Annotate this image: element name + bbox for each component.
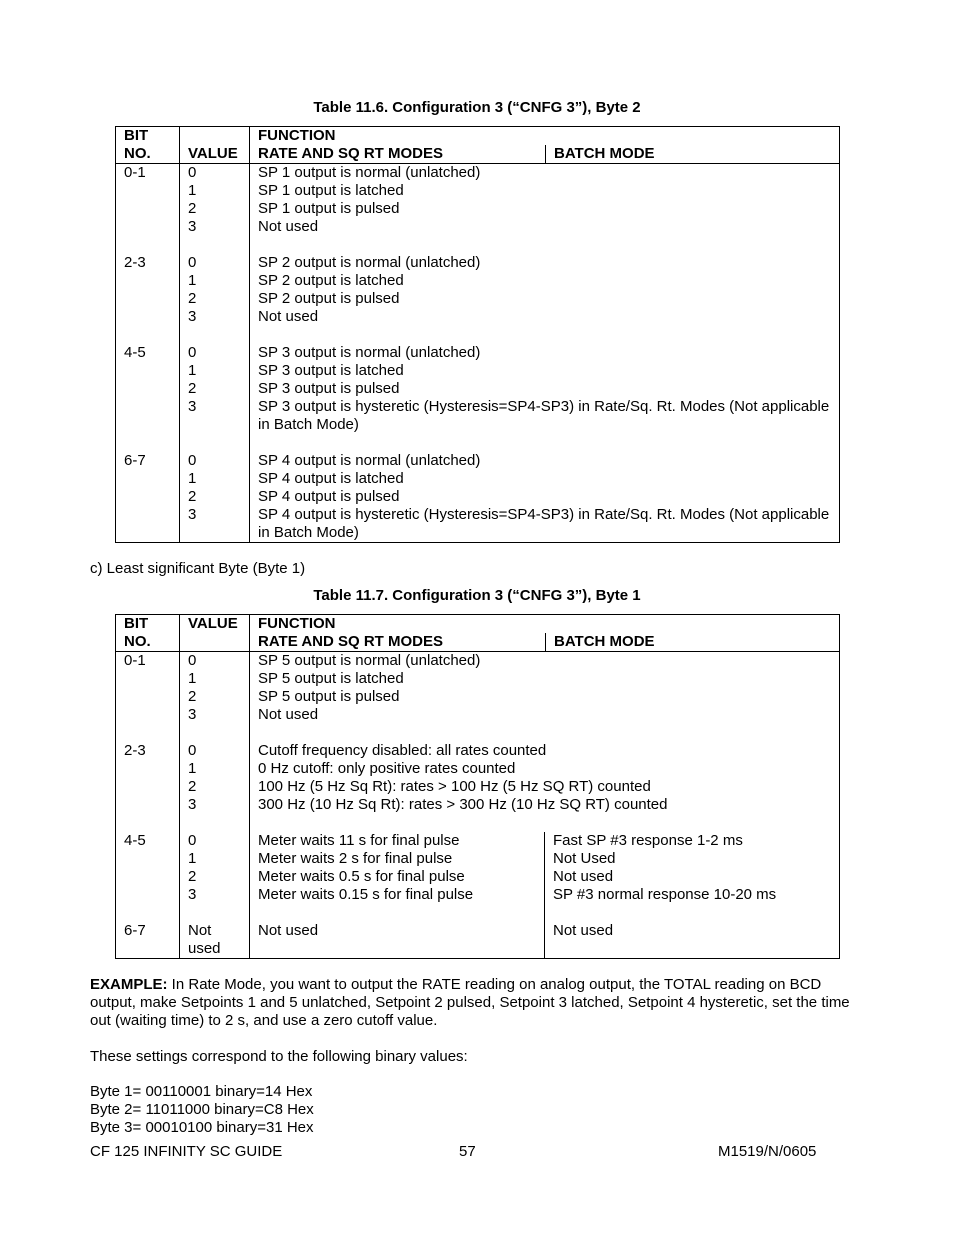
value-line: 0: [188, 164, 197, 181]
example-paragraph: [90, 976, 865, 1030]
table-row: [116, 742, 840, 832]
bit-cell: 0-1: [116, 164, 180, 255]
value-cell: [180, 254, 250, 344]
function-cell: [250, 742, 840, 832]
footer-guide-title: CF 125 INFINITY SC GUIDE: [90, 1143, 283, 1160]
value-line: 0: [188, 652, 197, 669]
value-line: 1: [188, 272, 197, 289]
function-line: Meter waits 11 s for final pulse: [258, 832, 460, 849]
byte1-value: Byte 1= 00110001 binary=14 Hex: [90, 1083, 313, 1100]
footer-doc-code: M1519/N/0605: [718, 1143, 817, 1160]
value-line: 2: [188, 200, 197, 217]
bit-no-header: [116, 615, 180, 652]
value-line: 0: [188, 742, 197, 759]
function-line: Meter waits 0.15 s for final pulse: [258, 886, 474, 903]
function-line: Not used: [258, 706, 319, 723]
function-line: Not used: [258, 308, 319, 325]
byte2-value: Byte 2= 11011000 binary=C8 Hex: [90, 1101, 314, 1118]
function-line: SP 1 output is normal (unlatched): [258, 164, 481, 181]
value-line: 2: [188, 488, 197, 505]
byte-values: [90, 1083, 314, 1137]
function-line: Cutoff frequency disabled: all rates counted: [258, 742, 547, 759]
function-line: Meter waits 2 s for final pulse: [258, 850, 453, 867]
value-line: 1: [188, 362, 197, 379]
byte1-intro: c) Least significant Byte (Byte 1): [90, 560, 306, 577]
function-header-label: FUNCTION: [258, 615, 336, 632]
bit-no-header: [116, 127, 180, 164]
table-11-7: [115, 614, 840, 959]
value-line: 1: [188, 670, 197, 687]
value-line: 0: [188, 254, 197, 271]
example-text: In Rate Mode, you want to output the RATE reading on analog output, the TOTAL reading on BCD output, make Setpoints 1 and 5 unlatched, Setpoint 2 pulsed, Setpoint 3 latched, Setpoint 4 hysteretic, set the time out (waiting time) to 2 s, and use a zero cutoff value.: [90, 976, 850, 1029]
settings-intro: These settings correspond to the following binary values:: [90, 1048, 468, 1065]
function-line: Not used: [258, 218, 319, 235]
example-label: EXAMPLE:: [90, 976, 168, 993]
rate-sqrt-header: RATE AND SQ RT MODES: [258, 633, 444, 650]
table-11-7-caption: Table 11.7. Configuration 3 (“CNFG 3”), Byte 1: [313, 587, 641, 604]
value-line: 3: [188, 218, 197, 235]
batch-cell: [545, 922, 840, 959]
value-cell: [180, 742, 250, 832]
function-cell: [250, 254, 840, 344]
function-line: SP 4 output is normal (unlatched): [258, 452, 481, 469]
bit-cell: 6-7: [116, 922, 180, 959]
header-bit: BIT: [124, 615, 149, 632]
function-line: SP 5 output is pulsed: [258, 688, 400, 705]
table-row: [116, 832, 840, 922]
batch-line: Fast SP #3 response 1-2 ms: [553, 832, 743, 849]
bit-cell: 2-3: [116, 742, 180, 832]
table-row: [116, 922, 840, 959]
value-line: 0: [188, 832, 197, 849]
bit-cell: 4-5: [116, 344, 180, 452]
value-line: 3: [188, 706, 197, 723]
batch-cell: [545, 832, 840, 922]
value-line: Not used: [188, 922, 221, 957]
table-row: [116, 164, 840, 255]
bit-cell: 4-5: [116, 832, 180, 922]
function-cell: [250, 164, 840, 255]
table-row: [116, 652, 840, 743]
table-header-row: [116, 127, 840, 164]
function-line: SP 5 output is normal (unlatched): [258, 652, 481, 669]
batch-mode-header: BATCH MODE: [545, 145, 839, 163]
function-header: [250, 615, 840, 652]
function-cell: [250, 922, 545, 959]
function-line: SP 4 output is hysteretic (Hysteresis=SP4-SP3) in Rate/Sq. Rt. Modes (Not applicable in Batch Mode): [258, 506, 830, 541]
table-11-6-caption: Table 11.6. Configuration 3 (“CNFG 3”), Byte 2: [313, 99, 641, 116]
batch-line: Not used: [553, 922, 614, 939]
value-cell: [180, 452, 250, 543]
function-header: [250, 127, 840, 164]
value-line: 3: [188, 796, 197, 813]
function-cell: [250, 344, 840, 452]
value-line: 3: [188, 886, 197, 903]
value-header: VALUE: [180, 615, 250, 652]
value-cell: [180, 344, 250, 452]
function-line: SP 3 output is normal (unlatched): [258, 344, 481, 361]
batch-mode-header: BATCH MODE: [545, 633, 839, 651]
function-cell: [250, 452, 840, 543]
header-bit: BIT: [124, 127, 149, 144]
function-line: SP 4 output is latched: [258, 470, 404, 487]
function-cell: [250, 832, 545, 922]
function-line: SP 1 output is latched: [258, 182, 404, 199]
function-line: 300 Hz (10 Hz Sq Rt): rates > 300 Hz (10 Hz SQ RT) counted: [258, 796, 668, 813]
byte3-value: Byte 3= 00010100 binary=31 Hex: [90, 1119, 314, 1136]
batch-line: Not used: [553, 868, 614, 885]
function-line: SP 4 output is pulsed: [258, 488, 400, 505]
table-row: [116, 452, 840, 543]
value-line: 3: [188, 398, 197, 415]
value-line: 2: [188, 380, 197, 397]
value-line: 1: [188, 182, 197, 199]
bit-cell: 6-7: [116, 452, 180, 543]
function-line: SP 1 output is pulsed: [258, 200, 400, 217]
table-header-row: [116, 615, 840, 652]
value-line: 1: [188, 760, 197, 777]
value-line: 2: [188, 688, 197, 705]
table-11-6: [115, 126, 840, 543]
function-line: SP 2 output is latched: [258, 272, 404, 289]
function-line: 100 Hz (5 Hz Sq Rt): rates > 100 Hz (5 Hz SQ RT) counted: [258, 778, 651, 795]
footer-page-number: 57: [459, 1143, 476, 1160]
value-header: VALUE: [180, 127, 250, 164]
value-cell: [180, 164, 250, 255]
value-line: 3: [188, 308, 197, 325]
batch-line: Not Used: [553, 850, 616, 867]
function-line: SP 2 output is pulsed: [258, 290, 400, 307]
function-line: SP 3 output is hysteretic (Hysteresis=SP4-SP3) in Rate/Sq. Rt. Modes (Not applicable in Batch Mode): [258, 398, 830, 433]
table-row: [116, 344, 840, 452]
bit-cell: 0-1: [116, 652, 180, 743]
function-line: SP 3 output is latched: [258, 362, 404, 379]
function-line: Meter waits 0.5 s for final pulse: [258, 868, 465, 885]
function-header-label: FUNCTION: [258, 127, 336, 144]
table-row: [116, 254, 840, 344]
rate-sqrt-header: RATE AND SQ RT MODES: [258, 145, 444, 162]
header-no: NO.: [124, 633, 151, 650]
value-line: 3: [188, 506, 197, 523]
value-cell: [180, 652, 250, 743]
value-line: 1: [188, 850, 197, 867]
value-cell: [180, 832, 250, 922]
value-line: 0: [188, 452, 197, 469]
batch-line: SP #3 normal response 10-20 ms: [553, 886, 777, 903]
function-line: SP 3 output is pulsed: [258, 380, 400, 397]
bit-cell: 2-3: [116, 254, 180, 344]
value-cell: [180, 922, 250, 959]
value-line: 2: [188, 290, 197, 307]
function-cell: [250, 652, 840, 743]
function-line: SP 5 output is latched: [258, 670, 404, 687]
header-no: NO.: [124, 145, 151, 162]
function-line: 0 Hz cutoff: only positive rates counted: [258, 760, 516, 777]
value-line: 1: [188, 470, 197, 487]
value-line: 0: [188, 344, 197, 361]
function-line: Not used: [258, 922, 319, 939]
function-line: SP 2 output is normal (unlatched): [258, 254, 481, 271]
value-line: 2: [188, 868, 197, 885]
value-line: 2: [188, 778, 197, 795]
